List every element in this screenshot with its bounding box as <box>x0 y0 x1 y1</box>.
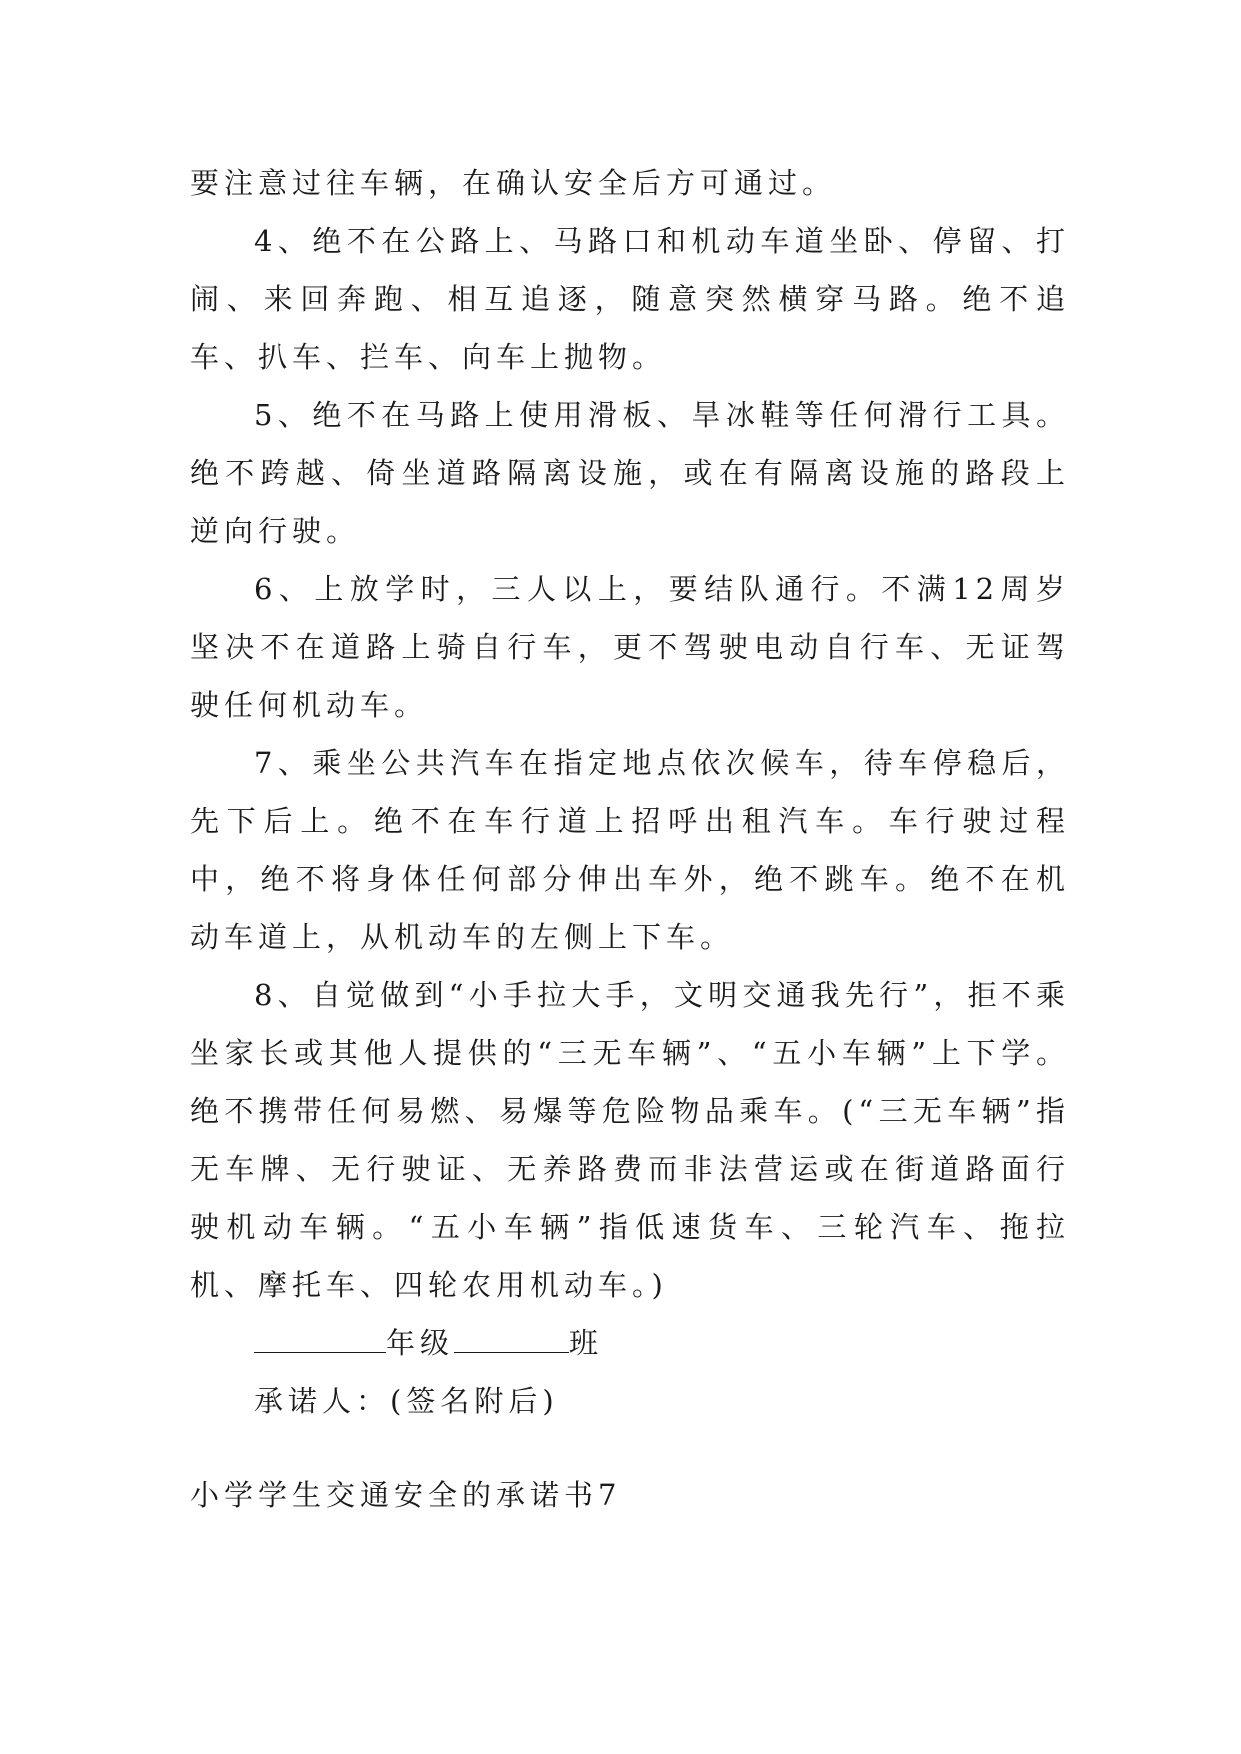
grade-blank <box>254 1326 386 1353</box>
grade-label: 年级 <box>386 1326 455 1360</box>
paragraph-item-7: 7、乘坐公共汽车在指定地点依次候车，待车停稳后，先下后上。绝不在车行道上招呼出租汽车。车行驶过程中，绝不将身体任何部分伸出车外，绝不跳车。绝不在机动车道上，从机动车的左侧上下车。 <box>190 746 1070 954</box>
class-label: 班 <box>569 1326 604 1360</box>
grade-class-line <box>190 1314 1070 1372</box>
paragraph-item-6: 6、上放学时，三人以上，要结队通行。不满12周岁坚决不在道路上骑自行车，更不驾驶电动自行车、无证驾驶任何机动车。 <box>190 572 1070 722</box>
paragraph-continuation: 要注意过往车辆，在确认安全后方可通过。 <box>190 166 837 200</box>
next-section-title: 小学学生交通安全的承诺书7 <box>190 1478 622 1512</box>
paragraph-item-5: 5、绝不在马路上使用滑板、旱冰鞋等任何滑行工具。绝不跨越、倚坐道路隔离设施，或在有隔离设施的路段上逆向行驶。 <box>190 398 1070 548</box>
paragraph-item-8: 8、自觉做到“小手拉大手，文明交通我先行”，拒不乘坐家长或其他人提供的“三无车辆”、“五小车辆”上下学。绝不携带任何易燃、易爆等危险物品乘车。(“三无车辆”指无车牌、无行驶证、无养路费而非法营运或在街道路面行驶机动车辆。“五小车辆”指低速货车、三轮汽车、拖拉机、摩托车、四轮农用机动车。) <box>190 978 1070 1302</box>
paragraph-item-4: 4、绝不在公路上、马路口和机动车道坐卧、停留、打闹、来回奔跑、相互追逐，随意突然横穿马路。绝不追车、扒车、拦车、向车上抛物。 <box>190 224 1070 374</box>
signer-line: 承诺人：(签名附后) <box>254 1384 559 1418</box>
class-blank <box>454 1326 569 1353</box>
document-page <box>190 154 1070 1512</box>
